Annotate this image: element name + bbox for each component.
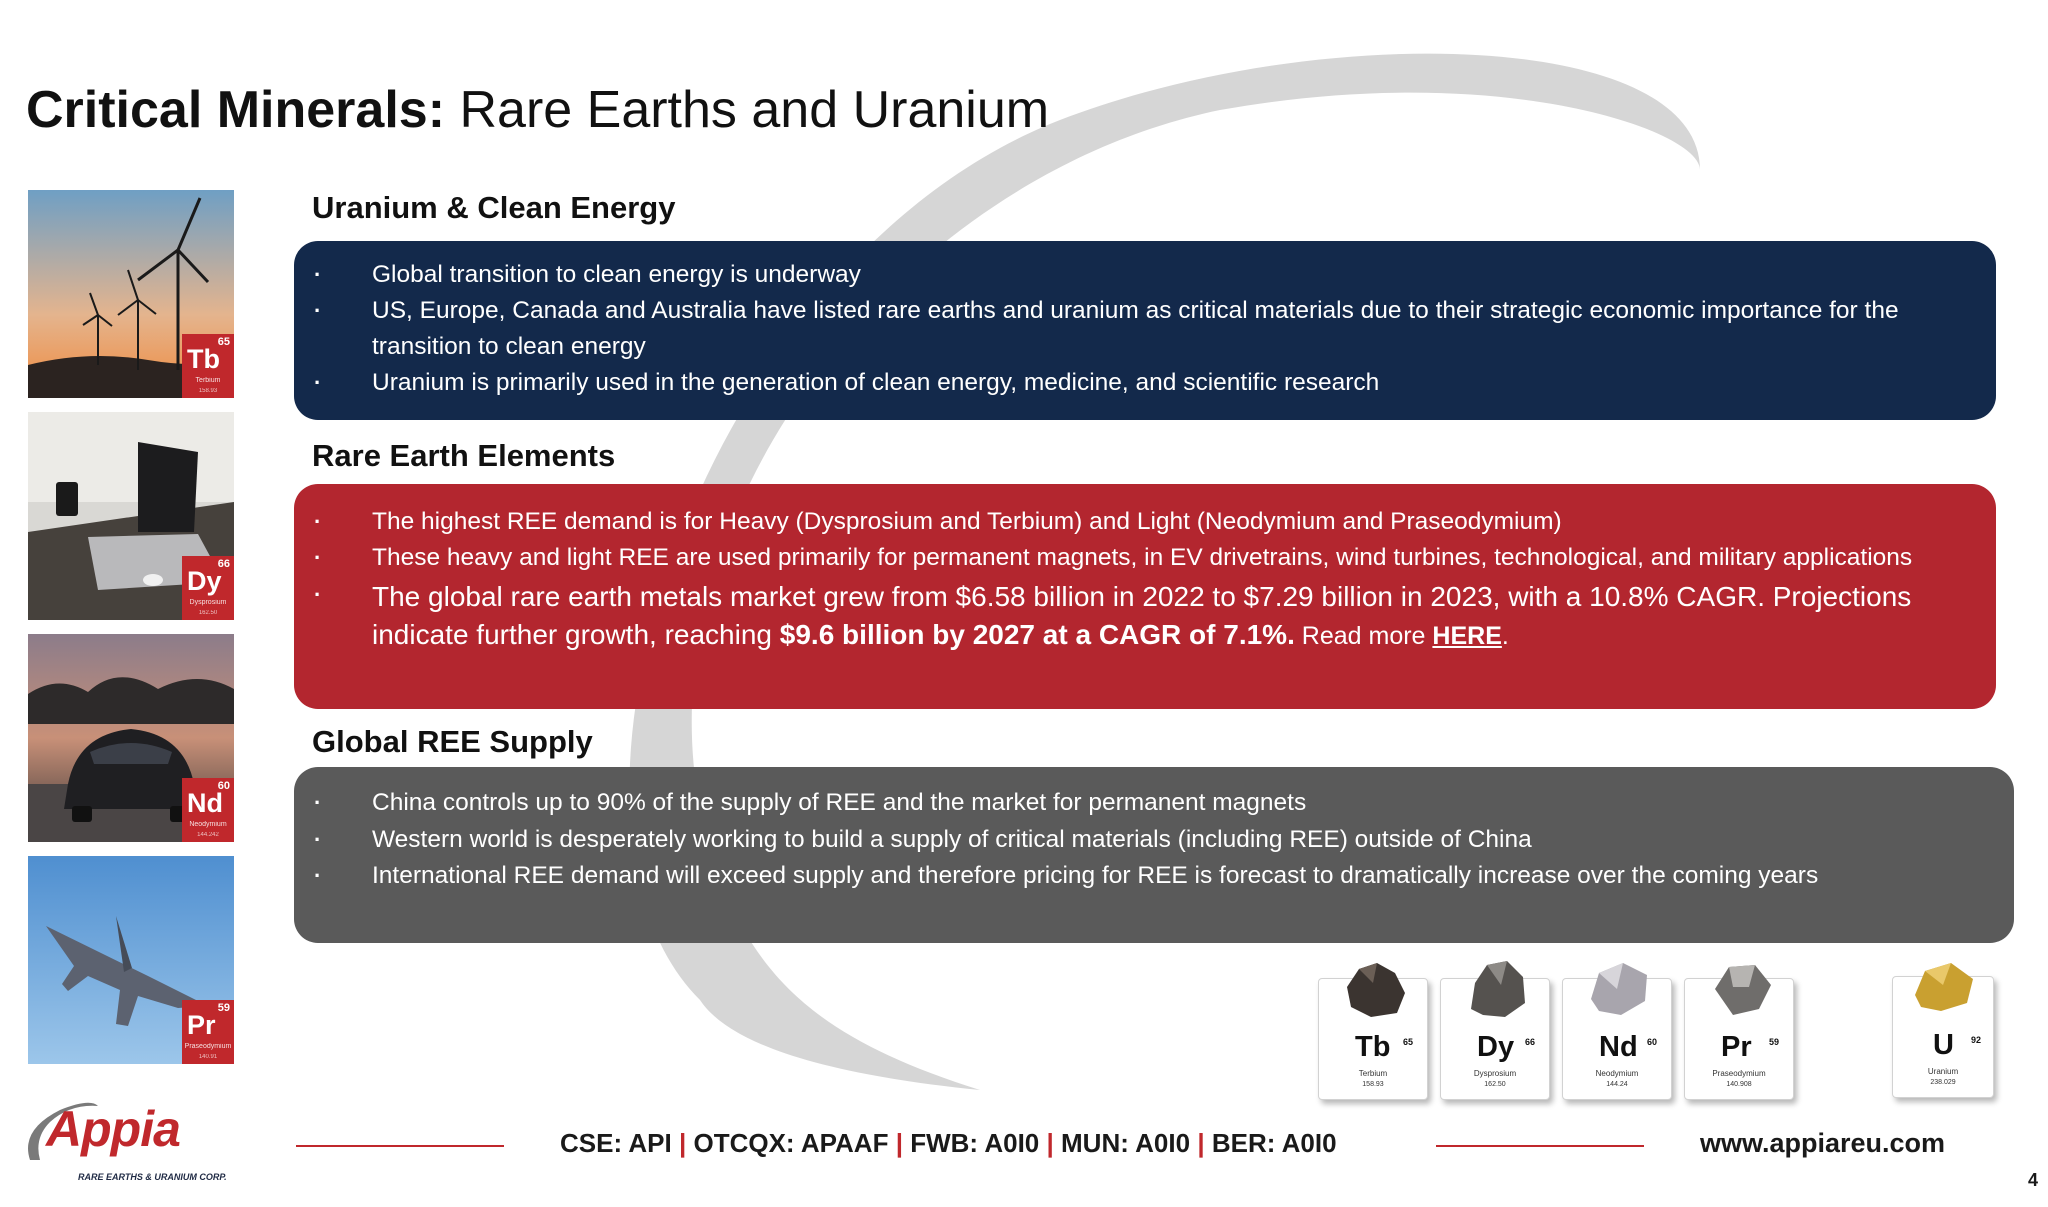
badge-weight: 158.93 (198, 388, 218, 394)
list-item: · US, Europe, Canada and Australia have listed rare earths and uranium as critical materials due to their strategic economic importance for the transition to clean energy (294, 293, 1996, 365)
badge-number: 59 (217, 1002, 230, 1014)
mineral-sample-icon (1587, 959, 1653, 1019)
mineral-sample-icon (1709, 959, 1775, 1019)
element-badge (182, 556, 234, 620)
electric-car-image (28, 634, 234, 842)
badge-name: Praseodymium (184, 1043, 232, 1050)
badge-weight: 162.50 (198, 610, 218, 616)
ticker-mun: MUN: A0I0 (1061, 1128, 1191, 1158)
badge-name: Dysprosium (189, 599, 227, 606)
uranium-heading: Uranium & Clean Energy (312, 190, 676, 225)
element-card-tb (1318, 978, 1428, 1100)
card-symbol: Tb (1355, 1031, 1391, 1063)
laptop-desk-image (28, 412, 234, 620)
read-more-link[interactable]: HERE (1432, 622, 1502, 650)
card-number: 65 (1402, 1037, 1413, 1047)
element-card-dy (1440, 978, 1550, 1100)
wind-turbines-image (28, 190, 234, 398)
ree-panel (294, 484, 1996, 709)
market-text: The global rare earth metals market grew from $6.58 billion in 2022 to $7.29 billion in 2023, with a 10.8% CAGR. Projections indicate further growth, reaching (372, 581, 1912, 650)
card-name: Terbium (1358, 1069, 1388, 1078)
card-symbol: U (1933, 1029, 1954, 1061)
ticker-ber: BER: A0I0 (1211, 1128, 1337, 1158)
appia-logo[interactable] (20, 1100, 250, 1184)
card-number: 66 (1524, 1037, 1535, 1047)
badge-number: 65 (217, 336, 230, 348)
badge-symbol: Dy (187, 566, 222, 596)
element-card-pr (1684, 978, 1794, 1100)
card-symbol: Nd (1599, 1031, 1638, 1063)
card-name: Uranium (1927, 1067, 1959, 1076)
element-badge (182, 1000, 234, 1064)
badge-symbol: Tb (187, 344, 220, 374)
period: . (1501, 622, 1509, 650)
footer-divider-left (296, 1145, 504, 1147)
ticker-fwb: FWB: A0I0 (910, 1128, 1040, 1158)
badge-weight: 144.242 (197, 832, 219, 838)
list-item: · The highest REE demand is for Heavy (Dysprosium and Terbium) and Light (Neodymium and Praseodymium) (294, 504, 1996, 540)
list-item: · Western world is desperately working to build a supply of critical materials (including REE) outside of China (294, 822, 2014, 859)
list-item: · International REE demand will exceed supply and therefore pricing for REE is forecast to dramatically increase over the coming years (294, 858, 2014, 895)
ticker-separator: | (1197, 1128, 1205, 1158)
ree-heading: Rare Earth Elements (312, 438, 616, 473)
badge-name: Neodymium (189, 821, 227, 828)
card-weight: 158.93 (1362, 1081, 1384, 1088)
card-name: Praseodymium (1712, 1069, 1766, 1078)
element-badge (182, 334, 234, 398)
badge-number: 66 (217, 558, 230, 570)
page-title: Critical Minerals: Rare Earths and Uranium (26, 81, 1050, 139)
market-growth-item (294, 576, 1996, 655)
card-weight: 140.908 (1726, 1081, 1752, 1088)
list-item: · China controls up to 90% of the supply of REE and the market for permanent magnets (294, 785, 2014, 822)
badge-symbol: Nd (187, 788, 223, 818)
supply-panel (294, 767, 2014, 943)
card-symbol: Dy (1477, 1031, 1515, 1063)
card-weight: 238.029 (1930, 1079, 1956, 1086)
list-item: · Global transition to clean energy is underway (294, 257, 1996, 293)
badge-name: Terbium (195, 377, 221, 384)
card-weight: 144.24 (1606, 1081, 1628, 1088)
ticker-cse: CSE: API (560, 1128, 672, 1158)
ticker-separator: | (678, 1128, 687, 1158)
card-number: 92 (1970, 1035, 1981, 1045)
badge-weight: 140.91 (198, 1054, 218, 1060)
list-item: · These heavy and light REE are used primarily for permanent magnets, in EV drivetrains, wind turbines, technological, and military applications (294, 540, 1996, 576)
badge-number: 60 (217, 780, 230, 792)
list-item: · Uranium is primarily used in the generation of clean energy, medicine, and scientific research (294, 365, 1996, 401)
element-card-u (1892, 976, 1994, 1098)
card-number: 59 (1768, 1037, 1779, 1047)
footer-divider-right (1436, 1145, 1644, 1147)
logo-subtitle: RARE EARTHS & URANIUM CORP. (78, 1172, 227, 1182)
ticker-separator: | (895, 1128, 903, 1158)
element-badge (182, 778, 234, 842)
page-number: 4 (2027, 1170, 2038, 1190)
ticker-otcqx: OTCQX: APAAF (693, 1128, 889, 1158)
badge-symbol: Pr (187, 1010, 216, 1040)
website-link[interactable]: www.appiareu.com (1700, 1128, 1946, 1158)
read-more-text: Read more (1294, 622, 1433, 650)
mineral-sample-icon (1343, 959, 1409, 1019)
fighter-jet-image (28, 856, 234, 1064)
stock-tickers (560, 1128, 1337, 1159)
card-name: Dysprosium (1473, 1069, 1517, 1078)
mineral-sample-icon (1911, 957, 1977, 1017)
card-weight: 162.50 (1484, 1081, 1506, 1088)
supply-heading: Global REE Supply (312, 724, 593, 759)
card-name: Neodymium (1595, 1069, 1639, 1078)
card-number: 60 (1646, 1037, 1657, 1047)
ticker-separator: | (1046, 1128, 1054, 1158)
card-symbol: Pr (1721, 1031, 1752, 1063)
market-projection: $9.6 billion by 2027 at a CAGR of 7.1%. (779, 619, 1295, 650)
element-card-nd (1562, 978, 1672, 1100)
mineral-sample-icon (1465, 959, 1531, 1019)
uranium-panel (294, 241, 1996, 420)
logo-text: Appia (46, 1101, 180, 1157)
